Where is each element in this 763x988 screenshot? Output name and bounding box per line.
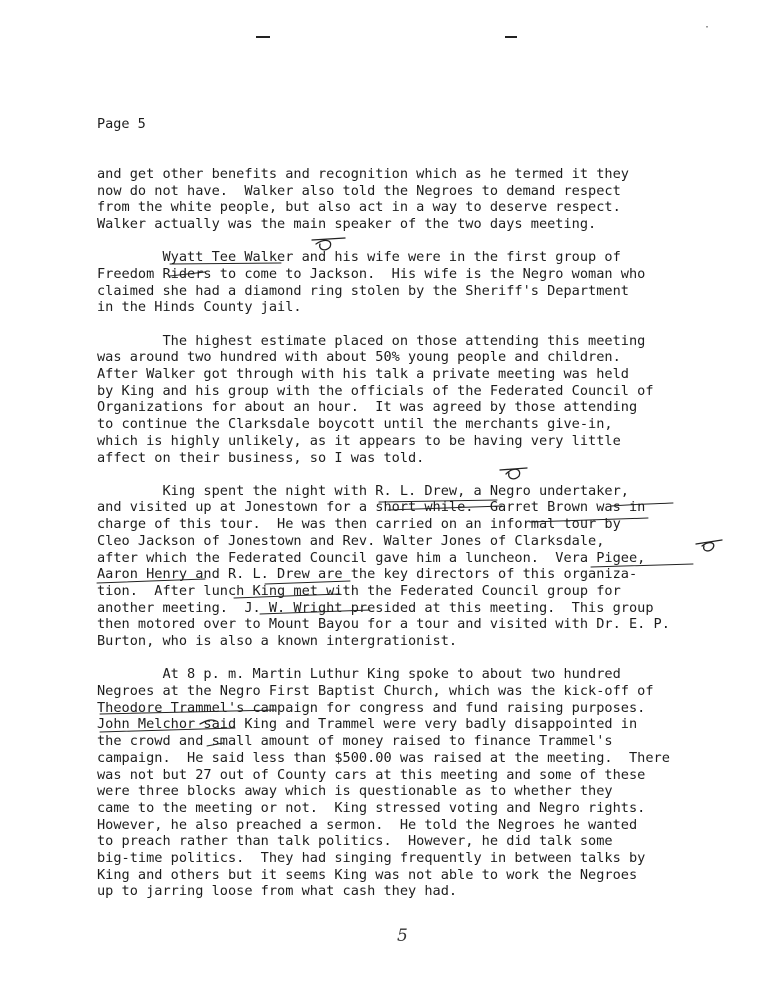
text-line: King spent the night with R. L. Drew, a Negro undertaker, [97, 482, 629, 499]
text-line: from the white people, but also act in a way to deserve respect. [97, 199, 621, 216]
text-line: campaign. He said less than $500.00 was raised at the meeting. There [97, 749, 670, 766]
text-line: and get other benefits and recognition which as he termed it they [97, 166, 629, 182]
text-line: Theodore Trammel's campaign for congress and fund raising purposes. [97, 699, 646, 716]
text-line: to continue the Clarksdale boycott until the merchants give-in, [97, 416, 613, 433]
text-line: which is highly unlikely, as it appears to be having very little [97, 432, 621, 449]
handwritten-page-number: 5 [397, 926, 408, 946]
text-line: after which the Federated Council gave him a luncheon. Vera Pigee, [97, 549, 646, 566]
text-line: At 8 p. m. Martin Luthur King spoke to about two hundred [97, 666, 621, 683]
text-line: affect on their business, so I was told. [97, 449, 425, 466]
text-line: the crowd and small amount of money raised to finance Trammel's [97, 733, 613, 750]
text-line: King and others but it seems King was not able to work the Negroes [97, 866, 638, 883]
text-line: However, he also preached a sermon. He told the Negroes he wanted [97, 816, 638, 833]
text-line: Organizations for about an hour. It was agreed by those attending [97, 399, 638, 416]
text-line: and visited up at Jonestown for a short while. Garret Brown was in [97, 499, 646, 516]
text-line: claimed she had a diamond ring stolen by the Sheriff's Department [97, 282, 629, 299]
text-line: Freedom Riders to come to Jackson. His wife is the Negro woman who [97, 266, 646, 283]
speck-mark: · [704, 22, 711, 33]
text-line: Wyatt Tee Walker and his wife were in the first group of [97, 249, 621, 266]
text-line: was around two hundred with about 50% young people and children. [97, 349, 621, 366]
text-line: Burton, who is also a known intergrationist. [97, 633, 458, 650]
page-label: Page 5 [97, 116, 146, 132]
text-line: tion. After lunch King met with the Federated Council group for [97, 582, 621, 599]
text-line: now do not have. Walker also told the Negroes to demand respect [97, 182, 621, 199]
text-line: to preach rather than talk politics. However, he did talk some [97, 833, 613, 850]
text-line: Aaron Henry and R. L. Drew are the key directors of this organiza- [97, 566, 638, 583]
text-line: by King and his group with the officials of the Federated Council of [97, 382, 654, 399]
text-line: Negroes at the Negro First Baptist Church, which was the kick-off of [97, 682, 654, 699]
text-line: up to jarring loose from what cash they had. [97, 883, 458, 900]
text-line: in the Hinds County jail. [97, 299, 302, 316]
text-line: After Walker got through with his talk a private meeting was held [97, 366, 629, 383]
text-line: The highest estimate placed on those attending this meeting [97, 332, 646, 349]
text-line: big-time politics. They had singing frequently in between talks by [97, 850, 646, 867]
text-line: charge of this tour. He was then carried on an informal tour by [97, 516, 621, 533]
text-line: came to the meeting or not. King stressed voting and Negro rights. [97, 799, 646, 816]
text-line: was not but 27 out of County cars at this meeting and some of these [97, 766, 646, 783]
text-line: Cleo Jackson of Jonestown and Rev. Walter Jones of Clarksdale, [97, 532, 605, 549]
text-line: another meeting. J. W. Wright presided at this meeting. This group [97, 599, 654, 616]
text-line: Walker actually was the main speaker of the two days meeting. [97, 216, 597, 233]
text-line: John Melchor said King and Trammel were very badly disappointed in [97, 716, 638, 733]
text-line: then motored over to Mount Bayou for a tour and visited with Dr. E. P. [97, 616, 670, 633]
text-line: were three blocks away which is questionable as to whether they [97, 783, 613, 800]
